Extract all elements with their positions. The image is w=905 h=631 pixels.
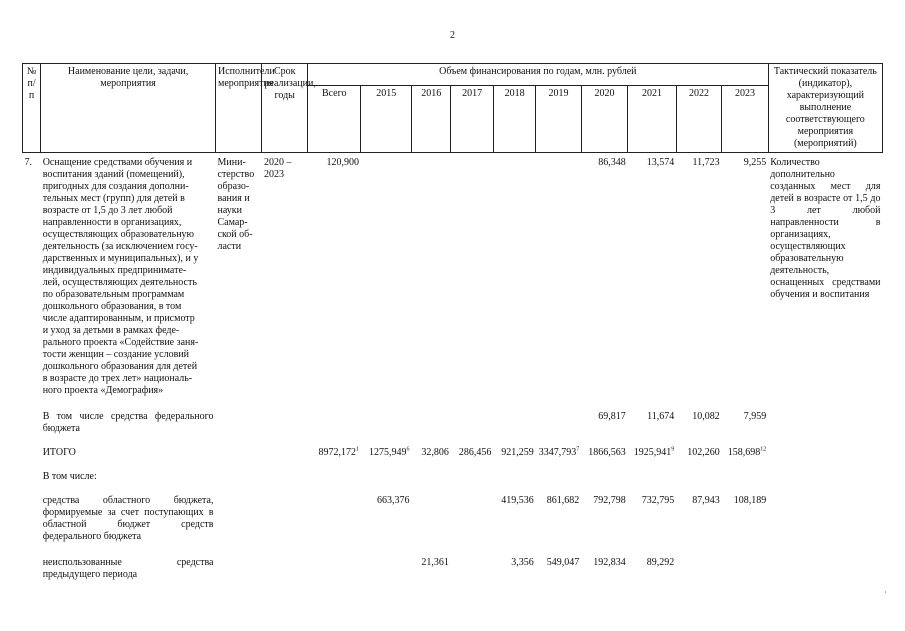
itogo-label: ИТОГО xyxy=(42,447,76,458)
cell-2023: 108,189 xyxy=(733,495,767,506)
cell-2020: 86,348 xyxy=(598,157,626,168)
cell-2021: 89,292 xyxy=(646,557,675,568)
header-year: 2022 xyxy=(676,85,721,152)
executor-line: ласти xyxy=(217,241,242,252)
name-line: пригодных для создания дополни- xyxy=(42,181,189,192)
header-year: 2016 xyxy=(412,85,451,152)
cell-2022: 11,723 xyxy=(692,157,720,168)
name-line: осуществляющих образовательную xyxy=(42,229,195,240)
cell-2016: 32,806 xyxy=(421,447,449,458)
cell-2017 xyxy=(451,397,493,435)
executor-line: науки xyxy=(217,205,242,216)
cell-2016: 21,361 xyxy=(421,557,449,568)
cell-total: 8972,172$^1$ xyxy=(318,446,359,458)
federal-label: В том числе средства федерального бюджета xyxy=(42,411,214,434)
cell-2022: 87,943 xyxy=(692,495,720,506)
cell-2023: 9,255 xyxy=(743,157,767,168)
row-num: 7. xyxy=(24,157,32,168)
header-year: 2018 xyxy=(493,85,535,152)
executors xyxy=(216,153,262,398)
name-line: и уход за детьми в рамках феде- xyxy=(42,325,180,336)
header-year: 2017 xyxy=(451,85,493,152)
name-line: Оснащение средствами обучения и xyxy=(42,157,193,168)
table-row-itogo xyxy=(23,435,883,459)
name-line: индивидуальных предпринимате- xyxy=(42,265,187,276)
header-year: 2015 xyxy=(361,85,412,152)
term-line: 2023 xyxy=(263,169,284,180)
table-row-7 xyxy=(23,153,883,398)
cell-2017 xyxy=(451,543,493,581)
table-row-regional xyxy=(23,483,883,543)
cell-2017 xyxy=(451,483,493,543)
cell-2020: 792,798 xyxy=(593,495,626,506)
term-line: 2020 – xyxy=(263,157,292,168)
funding-table xyxy=(22,63,883,581)
cell-2015 xyxy=(361,543,412,581)
cell-2020: 192,834 xyxy=(593,557,626,568)
indicator-text: Количество дополнительно созданных мест для детей в возрасте от 1,5 до 3 лет любой направленности в организациях, осуществляющих образовательную деятельность, оснащенных средствами обучения и воспитания xyxy=(770,157,881,300)
name-line: лей, осуществляющих деятельность xyxy=(42,277,197,288)
name-line: рального проекта «Содействие заня- xyxy=(42,337,199,348)
regional-label: средства областного бюджета, формируемые за счет поступающих в областной бюджет средств федерального бюджета xyxy=(42,495,214,542)
cell-2023: 158,698$^{12}$ xyxy=(727,446,767,458)
executor-line: Мини- xyxy=(217,157,246,168)
cell-total xyxy=(307,397,361,435)
cell-2021: 13,574 xyxy=(646,157,675,168)
name-line: дошкольного образования, в том xyxy=(42,301,182,312)
name-line: дарственных и муниципальных), и у xyxy=(42,253,199,264)
table-row-including xyxy=(23,459,883,483)
name-line: ного проекта «Демография» xyxy=(42,385,164,396)
cell-2023 xyxy=(722,543,769,581)
table-row-unused xyxy=(23,543,883,581)
cell-2020: 69,817 xyxy=(598,411,626,422)
cell-2015 xyxy=(361,153,412,398)
name-line: тости женщин – создание условий xyxy=(42,349,190,360)
header-year: 2019 xyxy=(536,85,581,152)
name-line: направленности в организациях, xyxy=(42,217,182,228)
header-total: Всего xyxy=(307,85,361,152)
scan-speck: · xyxy=(884,588,887,597)
cell-2019 xyxy=(536,397,581,435)
executor-line: стерство xyxy=(217,169,255,180)
cell-2018 xyxy=(493,153,535,398)
cell-2016 xyxy=(412,483,451,543)
cell-2022 xyxy=(676,543,721,581)
name-line: в возрасте до трех лет» националь- xyxy=(42,373,193,384)
header-name: Наименование цели, задачи, мероприятия xyxy=(41,64,216,153)
cell-2015 xyxy=(361,397,412,435)
cell-2015: 663,376 xyxy=(377,495,410,506)
term xyxy=(262,153,307,398)
header-indicator: Тактический показатель (индикатор), характеризующий выполнение соответствующего мероприятия (мероприятий) xyxy=(768,64,882,153)
name-line: воспитания зданий (помещений), xyxy=(42,169,185,180)
name-line: деятельность (за исключением госу- xyxy=(42,241,198,252)
cell-2016 xyxy=(412,397,451,435)
cell-2022: 10,082 xyxy=(692,411,720,422)
name-line: числе адаптированным, и присмотр xyxy=(42,313,195,324)
cell-2016 xyxy=(412,153,451,398)
unused-label: неиспользованные средства предыдущего периода xyxy=(42,557,214,580)
cell-2018: 921,259 xyxy=(501,447,534,458)
cell-total xyxy=(307,543,361,581)
header-year: 2020 xyxy=(581,85,627,152)
including-label: В том числе: xyxy=(42,471,97,482)
page-number: 2 xyxy=(450,30,455,41)
name-line: возрасте от 1,5 до 3 лет любой xyxy=(42,205,173,216)
cell-total: 120,900 xyxy=(326,157,359,168)
executor-line: вания и xyxy=(217,193,250,204)
header-term: Срок реализации, годы xyxy=(262,64,307,153)
cell-2017: 286,456 xyxy=(458,447,492,458)
cell-2021: 11,674 xyxy=(647,411,675,422)
cell-2023: 7,959 xyxy=(743,411,767,422)
cell-2019: 861,682 xyxy=(546,495,580,506)
header-num: № п/п xyxy=(23,64,41,153)
table-row-federal xyxy=(23,397,883,435)
header-year: 2023 xyxy=(722,85,769,152)
cell-2015: 1275,949$^6$ xyxy=(369,446,410,458)
cell-2022: 102,260 xyxy=(687,447,720,458)
executor-line: образо- xyxy=(217,181,250,192)
header-executors: Исполнители мероприятия xyxy=(216,64,262,153)
cell-2020: 1866,563 xyxy=(588,447,626,458)
header-year: 2021 xyxy=(628,85,677,152)
cell-2018: 3,356 xyxy=(511,557,534,568)
name-line: дошкольного образования для детей xyxy=(42,361,198,372)
cell-2018: 419,536 xyxy=(501,495,534,506)
name-line: по образовательным программам xyxy=(42,289,185,300)
cell-2019 xyxy=(536,153,581,398)
cell-total xyxy=(307,483,361,543)
executor-line: ской об- xyxy=(217,229,253,240)
name-line: тельных мест (групп) для детей в xyxy=(42,193,185,204)
cell-2019: 549,047 xyxy=(546,557,580,568)
measure-name xyxy=(41,153,216,398)
cell-2019: 3347,793$^7$ xyxy=(538,446,580,458)
cell-2021: 1925,941$^9$ xyxy=(633,446,675,458)
cell-2017 xyxy=(451,153,493,398)
cell-2021: 732,795 xyxy=(641,495,675,506)
cell-2018 xyxy=(493,397,535,435)
executor-line: Самар- xyxy=(217,217,248,228)
header-funding: Объем финансирования по годам, млн. рублей xyxy=(307,64,768,86)
